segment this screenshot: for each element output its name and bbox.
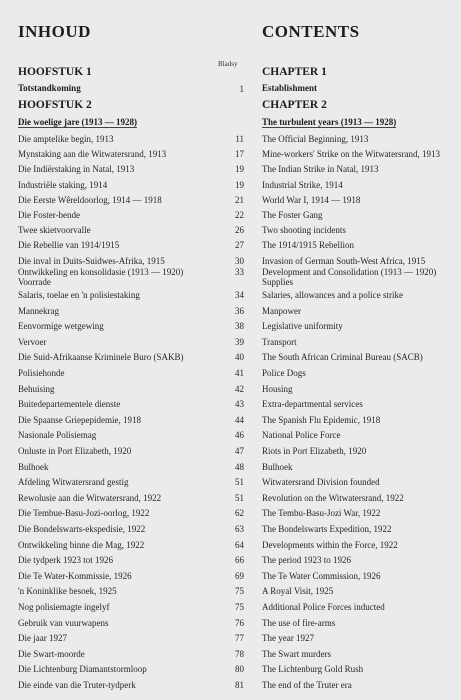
chapter2-en-subtitle: The turbulent years (1913 — 1928) xyxy=(262,117,397,127)
entry-page-number: 27 xyxy=(235,240,244,251)
entry-page-number: 80 xyxy=(235,664,244,675)
entry-page-number: 62 xyxy=(235,508,244,519)
entry-page-number: 26 xyxy=(235,225,244,236)
entry-af-title: Vervoer xyxy=(18,336,47,347)
entry-page-number: 30 xyxy=(235,255,244,266)
entry-en-title: The Official Beginning, 1913 xyxy=(262,134,369,144)
entry-page-number: 39 xyxy=(235,336,244,347)
entry-af-title: Die Indiërstaking in Natal, 1913 xyxy=(18,164,135,175)
entry-en-title: The 1914/1915 Rebellion xyxy=(262,240,354,251)
entry-page-number: 43 xyxy=(235,399,244,410)
entry-page-number: 66 xyxy=(235,555,244,566)
entry-en-title: Two shooting incidents xyxy=(262,225,346,236)
entry-af-title: Die Tembue-Basu-Jozi-oorlog, 1922 xyxy=(18,508,150,519)
entry-page-number: 75 xyxy=(235,586,244,597)
entry-en-title: Development and Consolidation (1913 — 1920) xyxy=(262,267,437,277)
entry-af-title: Twee skietvoorvalle xyxy=(18,225,91,236)
entry-af-title: Gebruik van vuurwapens xyxy=(18,617,109,628)
entry-en-title: Manpower xyxy=(262,305,301,316)
entry-page-number: 21 xyxy=(235,194,244,205)
entry-en-title: Additional Police Forces inducted xyxy=(262,602,385,612)
entry-page-number: 17 xyxy=(235,149,244,160)
entry-en-title: Bulhoek xyxy=(262,461,293,472)
entry-page-number: 51 xyxy=(235,492,244,503)
entry-af-title: Eenvormige wetgewing xyxy=(18,321,104,332)
entry-en-title: The Spanish Flu Epidemic, 1918 xyxy=(262,414,381,425)
entry-af-subtitle: Voorrade xyxy=(18,277,51,287)
entry-page-number: 41 xyxy=(235,368,244,378)
entry-en-title: Legislative uniformity xyxy=(262,321,343,332)
chapter1-en-title: CHAPTER 1 xyxy=(262,66,327,78)
entry-af-title: Die inval in Duits-Suidwes-Afrika, 1915 xyxy=(18,255,165,266)
entry-page-number: 64 xyxy=(235,539,244,550)
entry-af-title: Die Eerste Wêreldoorlog, 1914 — 1918 xyxy=(18,194,162,205)
entry-en-title: Invasion of German South-West Africa, 1915 xyxy=(262,255,426,266)
entry-af-title: Salaris, toelae en 'n polisiestaking xyxy=(18,290,140,300)
inhoud-heading: INHOUD xyxy=(18,22,91,41)
entry-af-title: Die Te Water-Kommissie, 1926 xyxy=(18,570,132,581)
entry-page-number: 44 xyxy=(235,414,244,425)
entry-page-number: 36 xyxy=(235,305,244,316)
entry-en-subtitle: Supplies xyxy=(262,277,294,287)
entry-page-number: 22 xyxy=(235,210,244,220)
chapter1-en-subtitle: Establishment xyxy=(262,83,318,93)
entry-af-title: Nog polisiemagte ingelyf xyxy=(18,602,110,612)
entry-page-number: 81 xyxy=(235,680,244,690)
entry-af-title: 'n Koninklike besoek, 1925 xyxy=(18,586,117,597)
entry-page-number: 33 xyxy=(235,267,244,277)
entry-af-title: Die jaar 1927 xyxy=(18,633,67,644)
entry-en-title: The Te Water Commission, 1926 xyxy=(262,570,381,581)
entry-af-title: Die einde van die Truter-tydperk xyxy=(18,680,136,690)
entry-af-title: Behuising xyxy=(18,383,55,394)
entry-af-title: Die Lichtenburg Diamantstormloop xyxy=(18,664,147,675)
entry-af-title: Die amptelike begin, 1913 xyxy=(18,134,114,144)
entry-en-title: Riots in Port Elizabeth, 1920 xyxy=(262,446,367,456)
entry-af-title: Die Foster-bende xyxy=(18,210,81,220)
entry-en-title: Housing xyxy=(262,383,293,394)
chapter2-en-title: CHAPTER 2 xyxy=(262,99,327,111)
entry-af-title: Onluste in Port Elizabeth, 1920 xyxy=(18,446,132,456)
chapter2-af-title: HOOFSTUK 2 xyxy=(18,99,92,111)
chapter1-page: 1 xyxy=(239,84,244,94)
entry-af-title: Polisiehonde xyxy=(18,368,65,378)
page-column-label: Bladsy xyxy=(218,60,238,68)
entry-page-number: 40 xyxy=(235,352,244,363)
entry-en-title: The end of the Truter era xyxy=(262,680,352,690)
entry-en-title: The year 1927 xyxy=(262,633,314,644)
entry-page-number: 69 xyxy=(235,570,244,581)
entry-page-number: 42 xyxy=(235,383,244,394)
entry-af-title: Die Spaanse Griepepidemie, 1918 xyxy=(18,414,141,425)
entry-af-title: Mannekrag xyxy=(18,305,59,316)
entry-af-title: Die Swart-moorde xyxy=(18,648,85,659)
entry-en-title: National Police Force xyxy=(262,430,341,441)
chapter2-af-subtitle: Die woelige jare (1913 — 1928) xyxy=(18,117,138,127)
entry-page-number: 78 xyxy=(235,648,244,659)
entry-page-number: 38 xyxy=(235,321,244,332)
entry-en-title: The Swart murders xyxy=(262,648,331,659)
contents-heading: CONTENTS xyxy=(262,22,360,41)
entry-page-number: 77 xyxy=(235,633,244,644)
entry-af-title: Ontwikkeling binne die Mag, 1922 xyxy=(18,539,145,550)
entry-en-title: The South African Criminal Bureau (SACB) xyxy=(262,352,423,363)
entry-en-title: Mine-workers' Strike on the Witwatersrand, 1913 xyxy=(262,149,441,160)
chapter1-af-title: HOOFSTUK 1 xyxy=(18,66,92,78)
entry-page-number: 34 xyxy=(235,290,244,300)
chapter1-af-subtitle: Totstandkoming xyxy=(18,83,81,93)
entry-en-title: The use of fire-arms xyxy=(262,617,336,628)
entry-en-title: Revolution on the Witwatersrand, 1922 xyxy=(262,492,404,503)
entry-en-title: The Indian Strike in Natal, 1913 xyxy=(262,164,379,175)
entry-af-title: Nasionale Polisiemag xyxy=(18,430,97,441)
entry-af-title: Bulhoek xyxy=(18,461,49,472)
entry-af-title: Industriële staking, 1914 xyxy=(18,179,108,190)
entry-en-title: Transport xyxy=(262,336,297,347)
entry-page-number: 46 xyxy=(235,430,244,441)
entry-af-title: Die Rebellie van 1914/1915 xyxy=(18,240,120,251)
entry-en-title: The Lichtenburg Gold Rush xyxy=(262,664,364,675)
entry-page-number: 11 xyxy=(235,134,244,144)
entry-en-title: World War I, 1914 — 1918 xyxy=(262,194,361,205)
entry-page-number: 63 xyxy=(235,524,244,534)
entry-page-number: 48 xyxy=(235,461,244,472)
entry-af-title: Rewolusie aan die Witwatersrand, 1922 xyxy=(18,492,162,503)
entry-af-title: Die Bondelswarts-ekspedisie, 1922 xyxy=(18,524,146,534)
entry-en-title: The Foster Gang xyxy=(262,210,323,220)
entry-af-title: Mynstaking aan die Witwatersrand, 1913 xyxy=(18,149,167,160)
entry-page-number: 47 xyxy=(235,446,244,456)
entry-en-title: Salaries, allowances and a police strike xyxy=(262,290,403,300)
entry-en-title: The Tembu-Basu-Jozi War, 1922 xyxy=(262,508,381,519)
entry-page-number: 76 xyxy=(235,617,244,628)
entry-en-title: Police Dogs xyxy=(262,368,306,378)
entry-en-title: Developments within the Force, 1922 xyxy=(262,539,398,550)
entry-en-title: The period 1923 to 1926 xyxy=(262,555,351,566)
entry-page-number: 19 xyxy=(235,179,244,190)
entry-af-title: Die Suid-Afrikaanse Kriminele Buro (SAKB) xyxy=(18,352,184,363)
entry-en-title: Witwatersrand Division founded xyxy=(262,477,380,488)
entry-en-title: Extra-departmental services xyxy=(262,399,363,410)
entry-page-number: 75 xyxy=(235,602,244,612)
entry-page-number: 51 xyxy=(235,477,244,488)
entry-af-title: Afdeling Witwatersrand gestig xyxy=(18,477,129,488)
entry-en-title: Industrial Strike, 1914 xyxy=(262,179,343,190)
entry-page-number: 19 xyxy=(235,164,244,175)
entry-af-title: Ontwikkeling en konsolidasie (1913 — 1920) xyxy=(18,267,184,277)
entry-af-title: Die tydperk 1923 tot 1926 xyxy=(18,555,113,566)
entry-en-title: A Royal Visit, 1925 xyxy=(262,586,334,597)
entry-af-title: Buitedepartementele dienste xyxy=(18,399,121,410)
entry-en-title: The Bondelswarts Expedition, 1922 xyxy=(262,524,392,534)
